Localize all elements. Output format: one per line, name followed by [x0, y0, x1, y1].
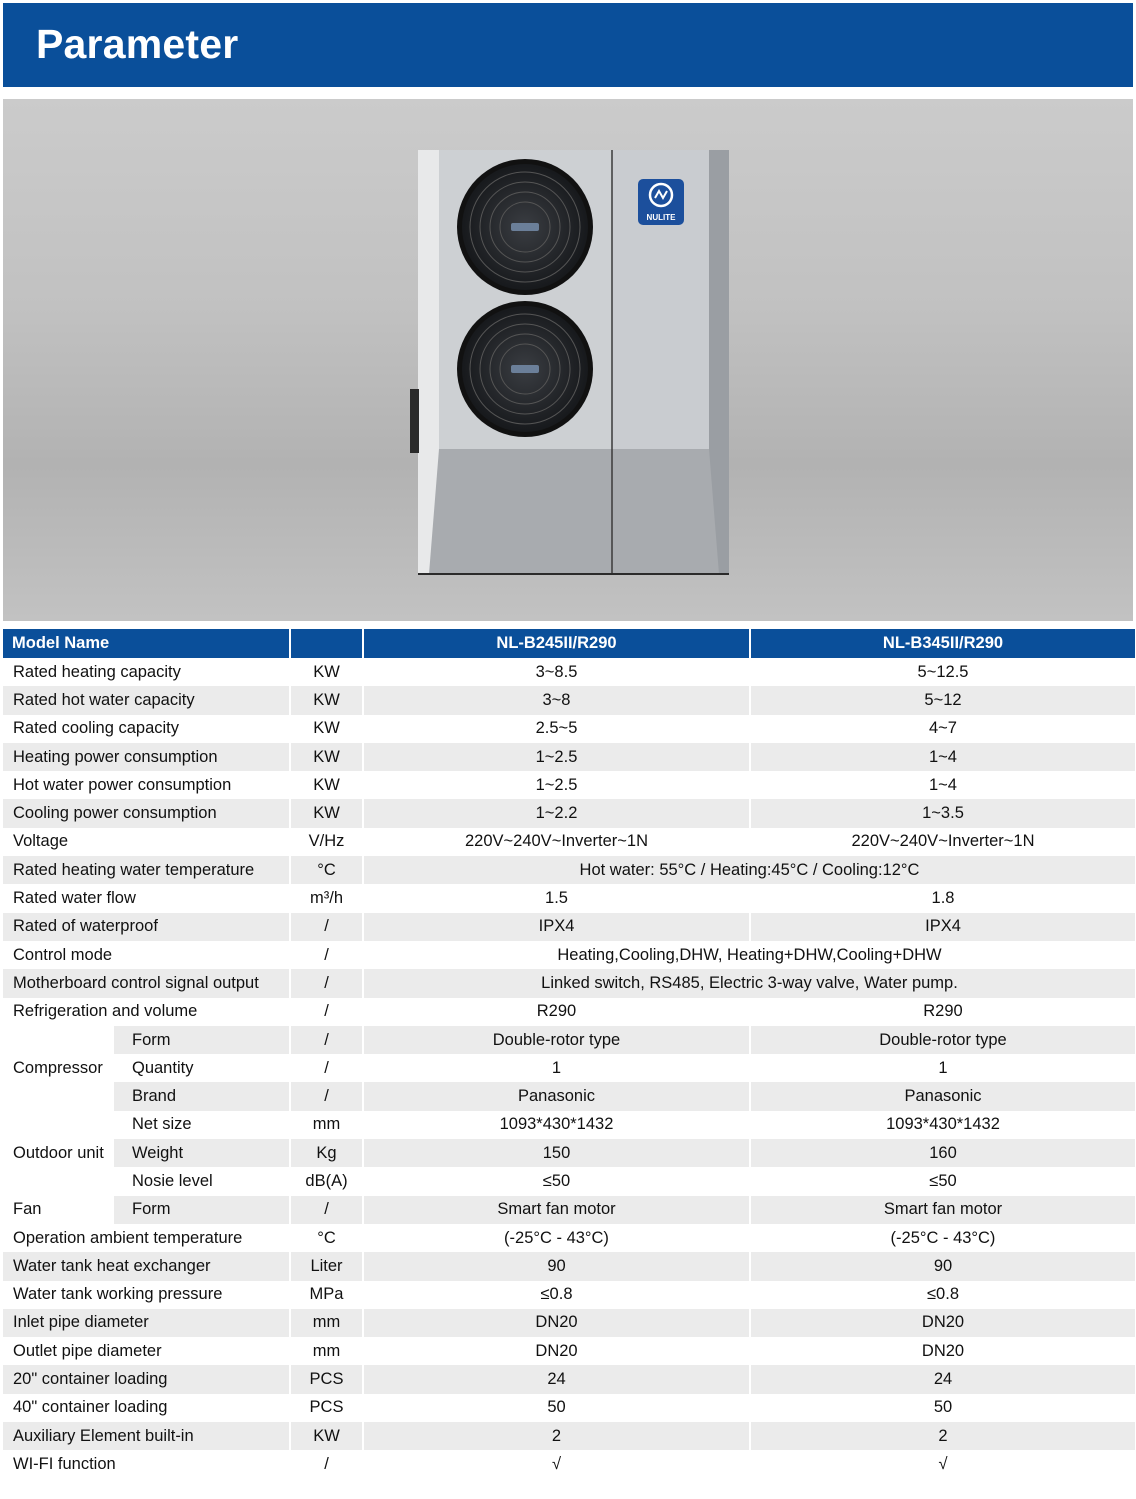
table-row [3, 658, 1135, 686]
row-value-model-2: 1~3.5 [750, 799, 1135, 827]
row-label: Water tank heat exchanger [3, 1252, 290, 1280]
table-row [3, 771, 1135, 799]
row-label: Control mode [3, 941, 290, 969]
row-unit: °C [290, 1224, 363, 1252]
parameter-table [3, 629, 1135, 1479]
table-row [3, 856, 1135, 884]
row-value-model-1: 1093*430*1432 [363, 1111, 750, 1139]
table-row [3, 941, 1135, 969]
group-label: Compressor [3, 1026, 113, 1111]
row-label: Rated hot water capacity [3, 686, 290, 714]
row-unit: mm [290, 1337, 363, 1365]
row-value-model-2: 24 [750, 1365, 1135, 1393]
row-unit: KW [290, 743, 363, 771]
row-value-merged: Heating,Cooling,DHW, Heating+DHW,Cooling+DHW [557, 945, 942, 964]
row-unit: / [290, 969, 363, 997]
table-row [3, 1422, 1135, 1450]
table-row [3, 1026, 1135, 1054]
row-value-model-2: Double-rotor type [750, 1026, 1135, 1054]
row-label: Voltage [3, 828, 290, 856]
row-value-model-1: 220V~240V~Inverter~1N [363, 828, 750, 856]
table-row [3, 969, 1135, 997]
table-row [3, 1450, 1135, 1478]
row-label: Rated of waterproof [3, 913, 290, 941]
header-unit [290, 629, 363, 658]
row-label: Motherboard control signal output [3, 969, 290, 997]
row-value-model-1: √ [363, 1450, 750, 1478]
header-model-1: NL-B245II/R290 [363, 629, 750, 658]
row-value-model-2: DN20 [750, 1309, 1135, 1337]
row-value-model-1: 150 [363, 1139, 750, 1167]
row-unit: KW [290, 771, 363, 799]
table-row [3, 1365, 1135, 1393]
svg-text:NULITE: NULITE [646, 213, 676, 222]
row-value-model-2: 160 [750, 1139, 1135, 1167]
row-value-model-2: DN20 [921, 1341, 965, 1360]
row-label: Rated heating capacity [3, 658, 290, 686]
row-value-model-2: Smart fan motor [750, 1196, 1135, 1224]
row-unit: KW [290, 658, 363, 686]
row-value-model-2: 5~12 [750, 686, 1135, 714]
row-value-model-2: (-25°C - 43°C) [890, 1228, 996, 1247]
row-value-merged: Hot water: 55°C / Heating:45°C / Cooling:12°C [363, 856, 1135, 884]
row-unit: KW [290, 799, 363, 827]
row-label: 40" container loading [3, 1394, 290, 1422]
row-value-model-1: ≤50 [363, 1167, 750, 1195]
row-value-model-1: 1~2.5 [363, 743, 750, 771]
table-row [3, 828, 1135, 856]
row-unit: / [290, 1054, 363, 1082]
table-row [3, 1111, 1135, 1139]
row-unit: PCS [290, 1365, 363, 1393]
row-label: Rated water flow [3, 884, 290, 912]
row-label: Rated heating water temperature [3, 856, 290, 884]
row-value-model-1: ≤0.8 [363, 1281, 750, 1309]
table-row [3, 715, 1135, 743]
row-value-model-1: Double-rotor type [363, 1026, 750, 1054]
row-label: 20" container loading [3, 1365, 290, 1393]
row-value-model-1: 90 [363, 1252, 750, 1280]
row-sublabel: Net size [113, 1111, 290, 1139]
row-value-model-2: 1~4 [750, 743, 1135, 771]
row-unit: / [290, 1026, 363, 1054]
group-label: Outdoor unit [3, 1111, 113, 1196]
row-unit: Kg [290, 1139, 363, 1167]
row-sublabel: Weight [113, 1139, 290, 1167]
row-value-model-2: Panasonic [750, 1082, 1135, 1110]
row-label: Rated cooling capacity [3, 715, 290, 743]
table-row [3, 1281, 1135, 1309]
table-row [3, 884, 1135, 912]
row-value-model-1: 24 [363, 1365, 750, 1393]
row-unit: KW [290, 715, 363, 743]
row-value-model-2: 90 [750, 1252, 1135, 1280]
row-unit: / [290, 1082, 363, 1110]
row-sublabel: Quantity [113, 1054, 290, 1082]
row-unit: MPa [290, 1281, 363, 1309]
nulite-logo [638, 179, 684, 225]
page-title: Parameter [36, 21, 239, 67]
row-value-model-1: IPX4 [363, 913, 750, 941]
row-label: Hot water power consumption [3, 771, 290, 799]
row-value-model-1: Smart fan motor [363, 1196, 750, 1224]
row-sublabel: Nosie level [113, 1167, 290, 1195]
row-sublabel: Brand [113, 1082, 290, 1110]
table-row [3, 1394, 1135, 1422]
group-label: Fan [3, 1196, 113, 1224]
row-value-model-2: 2 [750, 1422, 1135, 1450]
row-value-model-2: 1 [938, 1058, 948, 1077]
row-value-model-1: R290 [363, 998, 750, 1026]
product-photo [3, 99, 1133, 621]
row-value-model-1: 2.5~5 [363, 715, 750, 743]
row-value-model-2: 5~12.5 [917, 662, 969, 681]
row-value-model-2: R290 [923, 1002, 963, 1021]
row-value-model-1: 2 [363, 1422, 750, 1450]
page-header [3, 3, 1133, 87]
row-unit: / [290, 998, 363, 1026]
row-sublabel: Form [113, 1026, 290, 1054]
table-row [3, 799, 1135, 827]
row-value-model-1: 50 [363, 1394, 750, 1422]
table-header-row [3, 629, 1135, 658]
row-value-model-2: 50 [933, 1398, 953, 1417]
row-value-model-1: 1.5 [363, 884, 750, 912]
row-unit: °C [290, 856, 363, 884]
row-sublabel: Form [113, 1196, 290, 1224]
row-unit: KW [290, 686, 363, 714]
row-unit: / [290, 1196, 363, 1224]
row-value-model-2: 1.8 [931, 889, 955, 908]
row-value-model-2: IPX4 [750, 913, 1135, 941]
row-value-model-1: DN20 [363, 1309, 750, 1337]
row-value-model-1: (-25°C - 43°C) [363, 1224, 750, 1252]
table-row [3, 998, 1135, 1026]
row-label: Water tank working pressure [3, 1281, 290, 1309]
heat-pump-unit [410, 150, 729, 574]
row-value-model-1: DN20 [363, 1337, 750, 1365]
row-value-model-2: 220V~240V~Inverter~1N [851, 832, 1035, 851]
row-label: WI-FI function [3, 1450, 290, 1478]
row-value-model-2: √ [938, 1454, 948, 1473]
row-unit: / [290, 941, 363, 969]
row-unit: PCS [290, 1394, 363, 1422]
row-value-merged: Linked switch, RS485, Electric 3-way valve, Water pump. [363, 969, 1135, 997]
row-unit: / [290, 913, 363, 941]
table-row [3, 1054, 1135, 1082]
row-value-model-2: 4~7 [929, 719, 957, 738]
header-model-name: Model Name [3, 629, 290, 658]
row-value-model-1: Panasonic [363, 1082, 750, 1110]
row-label: Operation ambient temperature [3, 1224, 290, 1252]
table-row [3, 1196, 1135, 1224]
row-unit: mm [290, 1309, 363, 1337]
row-label: Cooling power consumption [3, 799, 290, 827]
row-unit: KW [290, 1422, 363, 1450]
table-row [3, 913, 1135, 941]
row-value-model-1: 3~8.5 [363, 658, 750, 686]
table-row [3, 1309, 1135, 1337]
row-label: Inlet pipe diameter [3, 1309, 290, 1337]
table-body [3, 658, 1135, 1479]
row-label: Outlet pipe diameter [3, 1337, 290, 1365]
row-unit: / [290, 1450, 363, 1478]
fan-bottom [457, 301, 593, 437]
row-value-model-2: ≤0.8 [927, 1285, 959, 1304]
row-unit: V/Hz [290, 828, 363, 856]
row-value-model-2: 1~4 [929, 775, 957, 794]
table-row [3, 1167, 1135, 1195]
row-value-model-1: 1 [363, 1054, 750, 1082]
row-value-model-2: 1093*430*1432 [886, 1115, 1000, 1134]
table-row [3, 1224, 1135, 1252]
row-label: Auxiliary Element built-in [3, 1422, 290, 1450]
fan-top [457, 159, 593, 295]
table-row [3, 1337, 1135, 1365]
table-row [3, 1082, 1135, 1110]
table-row [3, 1252, 1135, 1280]
row-label: Heating power consumption [3, 743, 290, 771]
header-model-2: NL-B345II/R290 [750, 629, 1135, 658]
table-row [3, 686, 1135, 714]
row-value-model-2: ≤50 [929, 1171, 957, 1190]
table-row [3, 743, 1135, 771]
row-unit: dB(A) [290, 1167, 363, 1195]
row-value-model-1: 1~2.5 [363, 771, 750, 799]
row-label: Refrigeration and volume [3, 998, 290, 1026]
row-unit: Liter [290, 1252, 363, 1280]
row-unit: mm [290, 1111, 363, 1139]
row-value-model-1: 3~8 [363, 686, 750, 714]
row-value-model-1: 1~2.2 [363, 799, 750, 827]
row-unit: m³/h [290, 884, 363, 912]
table-row [3, 1139, 1135, 1167]
